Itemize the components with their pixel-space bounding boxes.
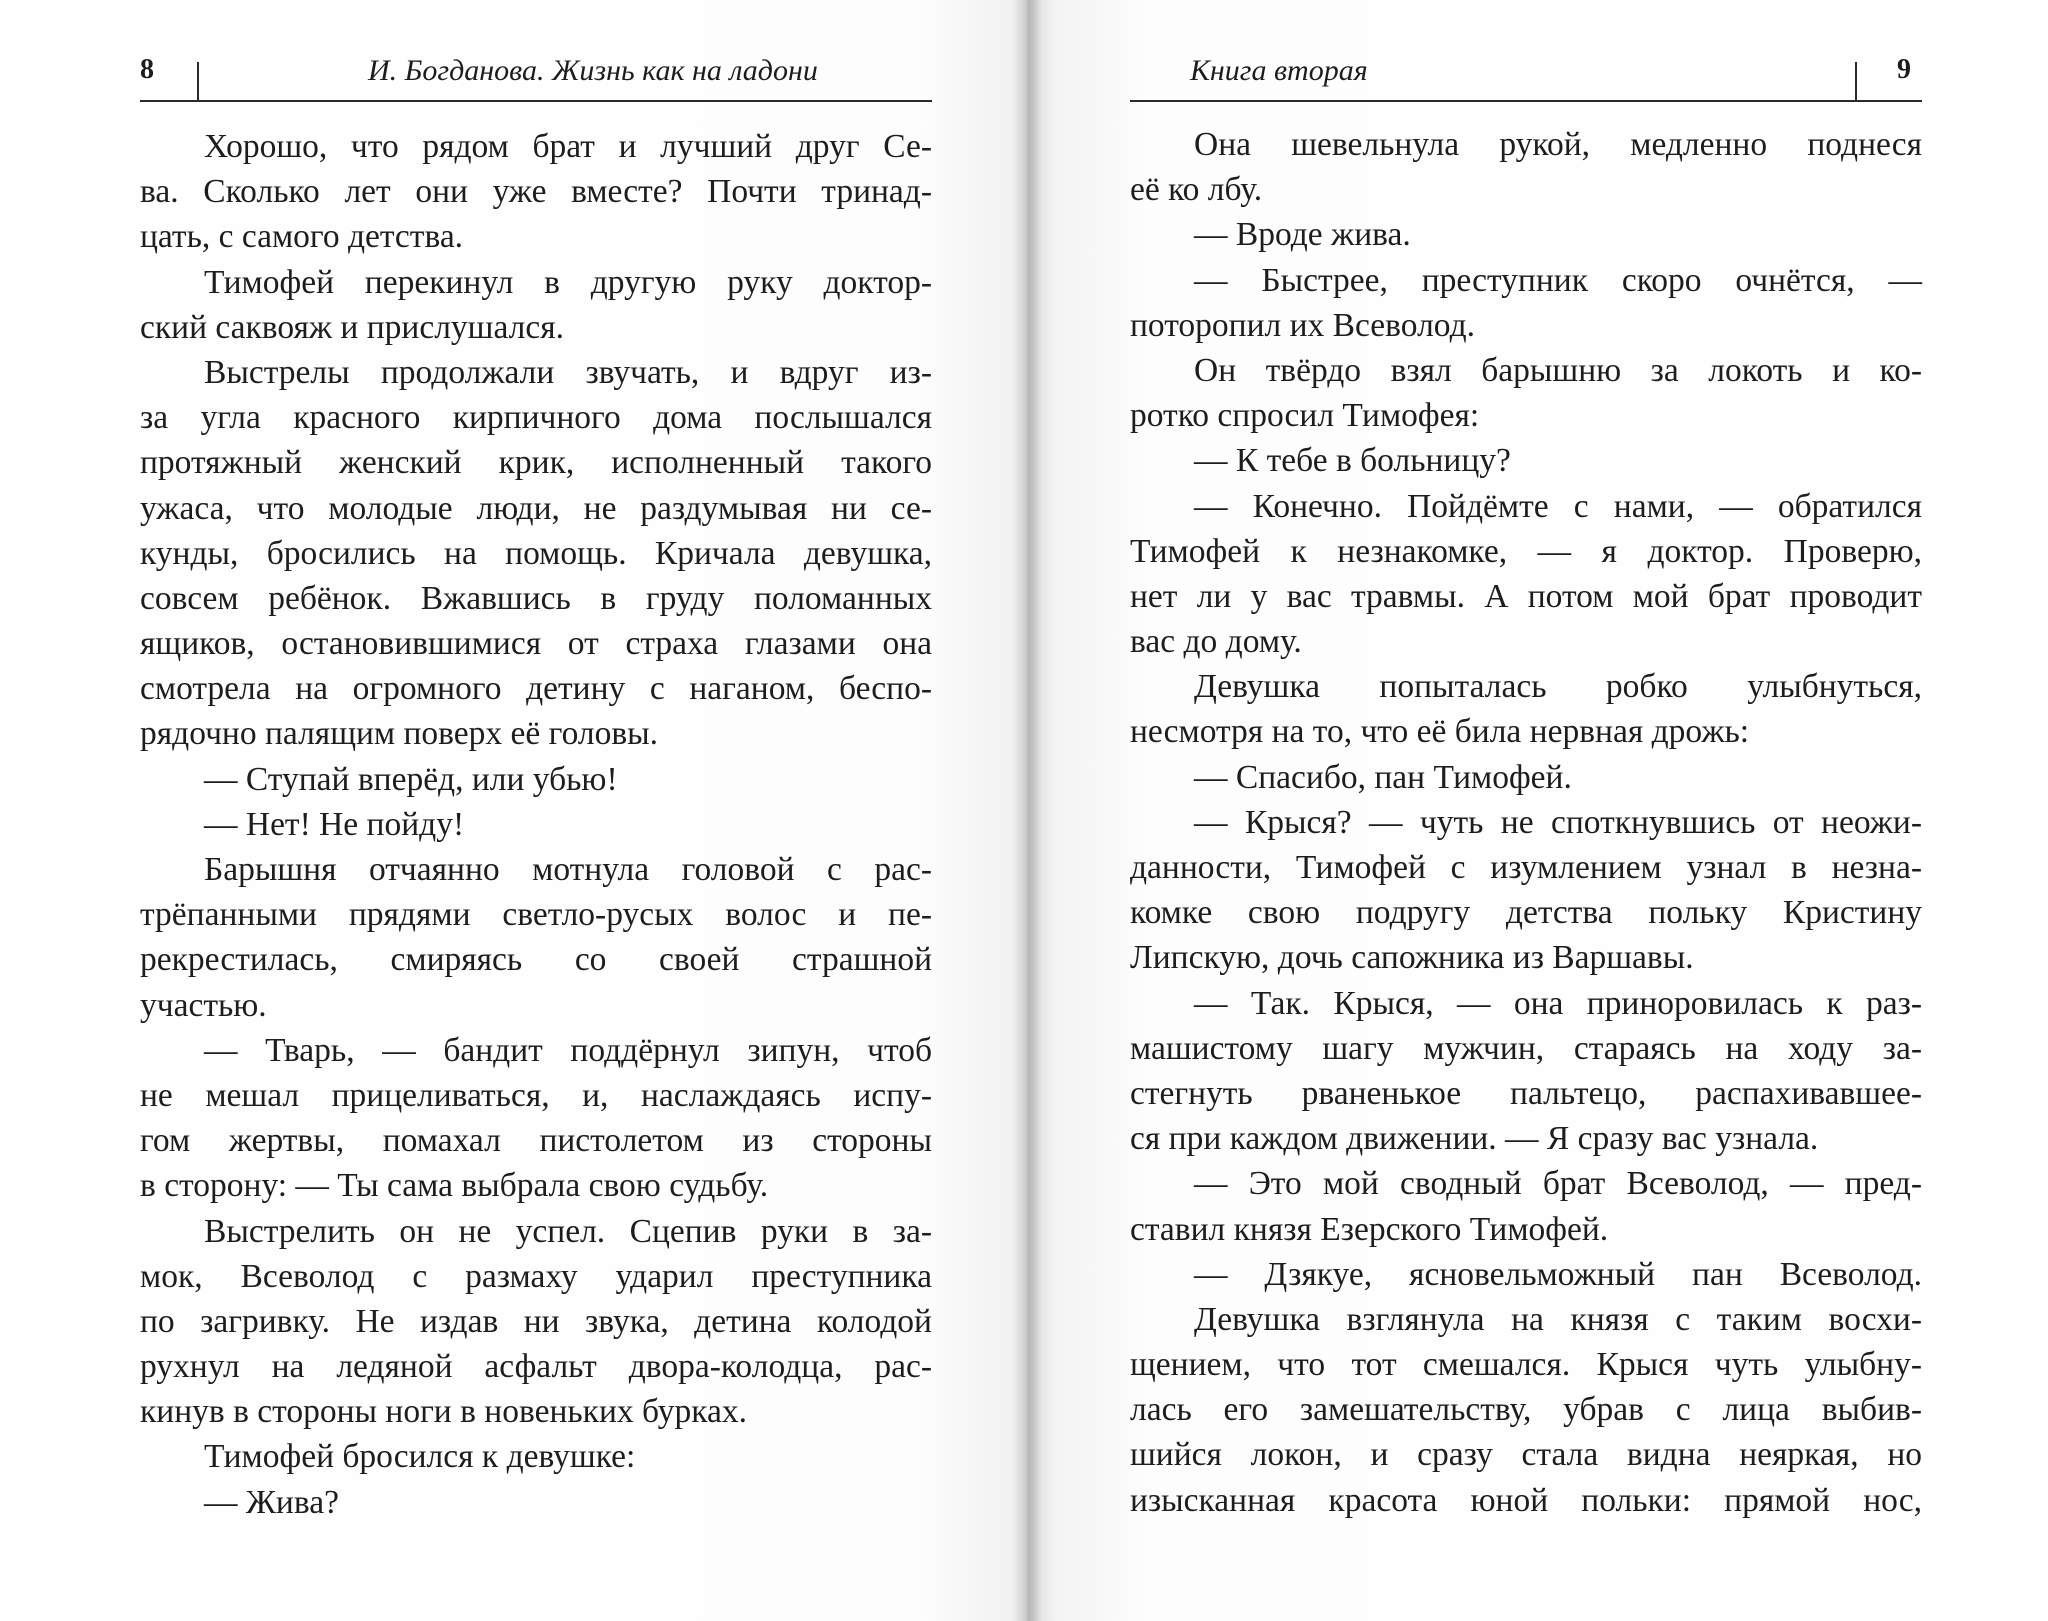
text-line: по загривку. Не издав ни звука, детина колодой — [140, 1302, 932, 1340]
text-line: гом жертвы, помахал пистолетом из стороны — [140, 1122, 932, 1160]
text-line: Девушка взглянула на князя с таким восхи- — [1194, 1300, 1922, 1338]
text-line: мок, Всеволод с размаху ударил преступника — [140, 1257, 932, 1295]
text-line: поторопил их Всеволод. — [1130, 306, 1475, 344]
text-line: участью. — [140, 986, 267, 1024]
text-line: рекрестилась, смиряясь со своей страшной — [140, 941, 932, 979]
right-page-text — [1130, 122, 1922, 1523]
page-number-right: 9 — [1897, 54, 1911, 85]
text-line: Барышня отчаянно мотнула головой с рас- — [204, 851, 932, 888]
text-line: машистому шагу мужчин, стараясь на ходу за- — [1130, 1029, 1922, 1067]
text-line: за угла красного кирпичного дома послышался — [140, 399, 932, 437]
right-page-header — [1130, 50, 1922, 102]
text-line: ужаса, что молодые люди, не раздумывая ни се- — [140, 489, 932, 527]
text-line: изысканная красота юной польки: прямой нос, — [1130, 1481, 1922, 1519]
text-line: ся при каждом движении. — Я сразу вас узнала. — [1130, 1120, 1819, 1158]
text-line: — К тебе в больницу? — [1194, 442, 1511, 480]
text-line: ротко спросил Тимофея: — [1130, 397, 1480, 435]
text-line: Она шевельнула рукой, медленно поднеся — [1194, 126, 1922, 163]
right-page — [1130, 0, 1922, 1621]
page-number-left: 8 — [140, 54, 154, 85]
left-page — [140, 0, 932, 1621]
text-line: — Тварь, — бандит поддёрнул зипун, чтоб — [204, 1031, 932, 1069]
text-line: — Быстрее, преступник скоро очнётся, — — [1194, 261, 1922, 299]
text-line: Девушка попыталась робко улыбнуться, — [1194, 668, 1922, 706]
text-line: рядочно палящим поверх её головы. — [140, 715, 659, 753]
text-line: Выстрелить он не успел. Сцепив руки в за- — [204, 1212, 932, 1250]
text-line: — Крыся? — чуть не споткнувшись от неожи- — [1194, 803, 1922, 841]
text-line: смотрела на огромного детину с наганом, беспо- — [140, 670, 932, 708]
text-line: рухнул на ледяной асфальт двора-колодца, рас- — [140, 1348, 932, 1386]
text-line: протяжный женский крик, исполненный такого — [140, 444, 932, 482]
left-page-header — [140, 50, 932, 102]
text-line: — Конечно. Пойдёмте с нами, — обратился — [1194, 487, 1922, 525]
text-line: нет ли у вас травмы. А потом мой брат проводит — [1130, 577, 1922, 615]
text-line: не мешал прицеливаться, и, наслаждаясь испу- — [140, 1076, 932, 1114]
text-line: Выстрелы продолжали звучать, и вдруг из- — [204, 353, 932, 391]
text-line: — Вроде жива. — [1194, 216, 1411, 254]
text-line: — Спасибо, пан Тимофей. — [1194, 758, 1572, 796]
text-line: — Нет! Не пойду! — [204, 805, 465, 843]
book-gutter — [1012, 0, 1042, 1621]
header-divider-right — [1855, 62, 1857, 102]
text-line: Тимофей перекинул в другую руку доктор- — [204, 263, 932, 301]
text-line: ставил князя Езерского Тимофей. — [1130, 1210, 1609, 1248]
text-line: цать, с самого детства. — [140, 218, 464, 256]
text-line: лась его замешательству, убрав с лица выбив- — [1130, 1391, 1922, 1429]
text-line: стегнуть рваненькое пальтецо, распахивавшее- — [1130, 1074, 1922, 1112]
text-line: ва. Сколько лет они уже вместе? Почти тринад- — [140, 173, 932, 211]
text-line: Тимофей к незнакомке, — я доктор. Проверю, — [1130, 532, 1922, 570]
text-line: Он твёрдо взял барышню за локоть и ко- — [1194, 351, 1922, 389]
text-line: в сторону: — Ты сама выбрала свою судьбу. — [140, 1167, 769, 1205]
text-line: кинув в стороны ноги в новеньких бурках. — [140, 1393, 748, 1431]
text-line: комке свою подругу детства польку Кристину — [1130, 894, 1922, 932]
text-line: её ко лбу. — [1130, 171, 1263, 209]
text-line: Тимофей бросился к девушке: — [204, 1438, 636, 1476]
text-line: — Так. Крыся, — она приноровилась к раз- — [1194, 984, 1922, 1022]
text-line: данности, Тимофей с изумлением узнал в незна- — [1130, 849, 1922, 886]
left-page-text — [140, 124, 932, 1525]
text-line: Липскую, дочь сапожника из Варшавы. — [1130, 939, 1694, 977]
header-divider-left — [197, 62, 199, 102]
text-line: — Ступай вперёд, или убью! — [204, 760, 618, 798]
text-line: ящиков, остановившимися от страха глазами она — [140, 625, 932, 663]
running-head-right: Книга вторая — [1190, 54, 1368, 87]
text-line: Хорошо, что рядом брат и лучший друг Се- — [204, 128, 932, 165]
text-line: шийся локон, и сразу стала видна неяркая, но — [1130, 1436, 1922, 1474]
text-line: — Жива? — [204, 1483, 339, 1521]
text-line: трёпанными прядями светло-русых волос и пе- — [140, 896, 932, 934]
text-line: вас до дому. — [1130, 623, 1302, 661]
text-line: — Дзякуе, ясновельможный пан Всеволод. — [1194, 1255, 1922, 1293]
text-line: несмотря на то, что её била нервная дрожь: — [1130, 713, 1750, 751]
text-line: совсем ребёнок. Вжавшись в груду поломанных — [140, 579, 932, 617]
text-line: ский саквояж и прислушался. — [140, 308, 565, 346]
text-line: — Это мой сводный брат Всеволод, — пред- — [1194, 1165, 1922, 1203]
running-head-left: И. Богданова. Жизнь как на ладони — [368, 54, 818, 87]
text-line: кунды, бросились на помощь. Кричала девушка, — [140, 534, 932, 572]
text-line: щением, что тот смешался. Крыся чуть улыбну- — [1130, 1346, 1922, 1384]
